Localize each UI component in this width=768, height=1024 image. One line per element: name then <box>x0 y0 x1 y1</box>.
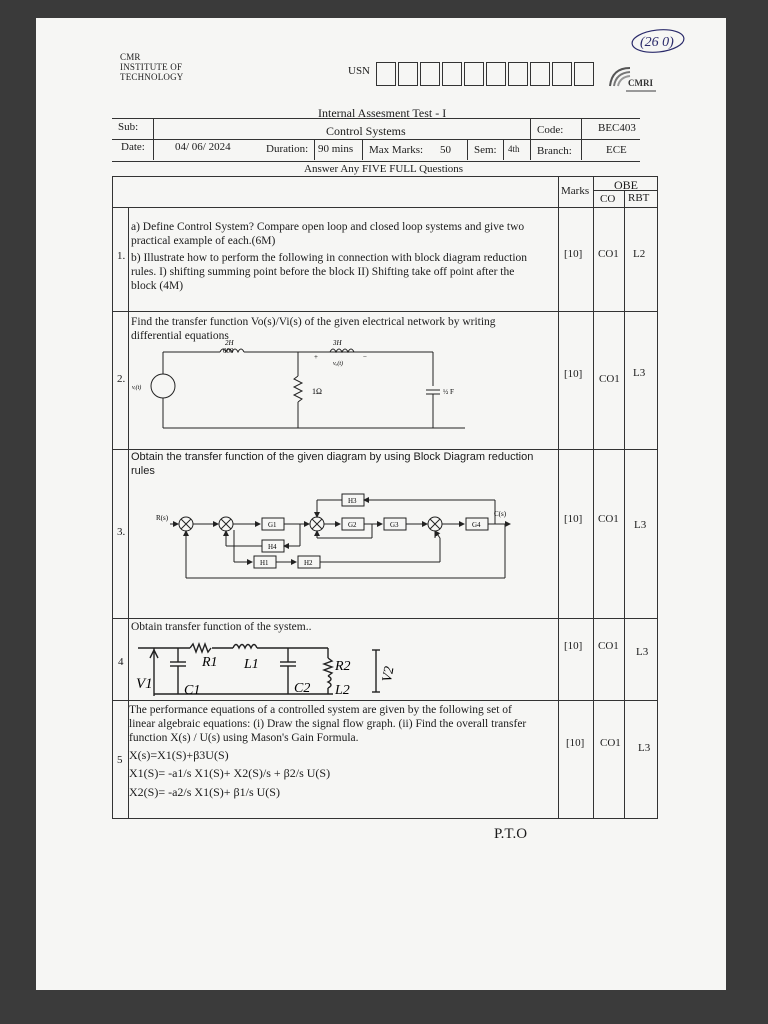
code-label: Code: <box>537 124 564 136</box>
usn-digit-box[interactable] <box>442 62 462 86</box>
sem-label: Sem: <box>474 144 497 156</box>
block-h2: H2 <box>304 559 313 567</box>
question-line: practical example of each.(6M) <box>131 235 276 247</box>
marks-header: Marks <box>561 185 590 197</box>
question-number: 4 <box>118 656 124 668</box>
institute-name <box>120 52 184 82</box>
vo-minus: − <box>363 353 367 361</box>
institute-line: INSTITUTE OF <box>120 62 183 72</box>
co-header: CO <box>600 193 616 205</box>
block-g1: G1 <box>268 521 277 529</box>
question-number: 2. <box>117 373 126 385</box>
block-g4: G4 <box>472 521 481 529</box>
block-h1: H1 <box>260 559 269 567</box>
question-number: 3. <box>117 526 126 538</box>
question-line: linear algebraic equations: (i) Draw the signal flow graph. (ii) Find the overall transfer <box>129 718 527 730</box>
question-3-text <box>131 450 557 478</box>
question-line: rules <box>131 465 155 477</box>
question-rbt: L2 <box>633 248 646 260</box>
l2-label: L2 <box>335 683 350 698</box>
date-label: Date: <box>121 141 145 153</box>
capacitor-label: ½ F <box>443 388 454 396</box>
logo-text: CMRI <box>628 78 653 88</box>
block-h3: H3 <box>348 497 357 505</box>
duration-value: 90 mins <box>318 143 354 155</box>
vi-label: vᵢ(t) <box>132 385 142 391</box>
branch-label: Branch: <box>537 145 572 157</box>
inductor-3h-label: 3H <box>333 339 342 347</box>
v1-label: V1 <box>136 676 153 692</box>
branch-value: ECE <box>606 144 627 156</box>
question-co: CO1 <box>599 373 620 385</box>
question-4-text <box>131 620 557 634</box>
resistor-label: 1Ω <box>312 387 322 396</box>
obe-header: OBE <box>614 178 638 192</box>
usn-digit-box[interactable] <box>486 62 506 86</box>
code-value: BEC403 <box>598 122 636 134</box>
inductor-2h-label: 2H <box>225 339 234 347</box>
question-co: CO1 <box>598 640 619 652</box>
block-diagram <box>150 486 520 586</box>
question-line: differential equations <box>131 330 229 342</box>
block-g2: G2 <box>348 521 357 529</box>
question-line: function X(s) / U(s) using Mason's Gain Formula. <box>129 732 359 744</box>
institute-line: CMR <box>120 52 141 62</box>
question-co: CO1 <box>598 513 619 525</box>
test-title: Internal Assesment Test - I <box>318 106 447 120</box>
vo-plus: + <box>314 353 318 361</box>
input-label: R(s) <box>156 514 169 522</box>
question-line: The performance equations of a controlled system are given by the following set of <box>129 704 512 716</box>
max-marks-value: 50 <box>440 144 451 156</box>
block-h4: H4 <box>268 543 277 551</box>
equation-line: X(s)=X1(S)+β3U(S) <box>129 748 229 762</box>
question-5-text <box>129 703 559 799</box>
question-line: Obtain transfer function of the system.. <box>131 621 312 633</box>
question-number: 1. <box>117 250 126 262</box>
usn-digit-box[interactable] <box>530 62 550 86</box>
question-number: 5 <box>117 754 123 766</box>
duration-label: Duration: <box>266 143 309 155</box>
question-marks: [10] <box>564 248 583 260</box>
usn-digit-box[interactable] <box>552 62 572 86</box>
usn-label: USN <box>348 65 371 77</box>
usn-digit-box[interactable] <box>464 62 484 86</box>
sub-label: Sub: <box>118 121 139 133</box>
usn-digit-box[interactable] <box>574 62 594 86</box>
l1-label: L1 <box>244 657 259 672</box>
page-turn-over: P.T.O <box>494 826 528 842</box>
instructions: Answer Any FIVE FULL Questions <box>304 163 464 175</box>
question-co: CO1 <box>600 737 621 749</box>
r2-label: R2 <box>335 659 351 674</box>
question-co: CO1 <box>598 248 619 260</box>
handwritten-mark <box>630 28 686 54</box>
institute-line: TECHNOLOGY <box>120 72 184 82</box>
equation-line: X2(S)= -a2/s X1(S)+ β1/s U(S) <box>129 785 280 799</box>
max-marks-label: Max Marks: <box>369 144 424 156</box>
question-rbt: L3 <box>636 646 649 658</box>
sem-value: 4th <box>508 144 520 154</box>
date-value: 04/ 06/ 2024 <box>175 141 231 153</box>
background-shadow <box>0 990 768 1024</box>
block-g3: G3 <box>390 521 399 529</box>
rbt-header: RBT <box>628 192 650 204</box>
question-rbt: L3 <box>634 519 647 531</box>
vo-label: vₒ(t) <box>333 361 344 367</box>
question-rbt: L3 <box>633 367 646 379</box>
usn-digit-box[interactable] <box>398 62 418 86</box>
usn-digit-box[interactable] <box>376 62 396 86</box>
question-rbt: L3 <box>638 742 651 754</box>
inductor-glyph: 000 <box>223 347 234 355</box>
r1-label: R1 <box>202 655 218 670</box>
usn-digit-box[interactable] <box>420 62 440 86</box>
c1-label: C1 <box>184 683 201 698</box>
rlc-circuit-diagram <box>130 338 470 438</box>
question-1-text <box>131 220 559 293</box>
question-marks: [10] <box>564 513 583 525</box>
question-line: rules. I) shifting summing point before the block II) Shifting take off point after the <box>131 266 515 278</box>
question-line: block (4M) <box>131 280 184 292</box>
question-line: Obtain the transfer function of the given diagram by using Block Diagram reduction <box>131 451 534 463</box>
handwritten-score: (26 0) <box>640 35 674 50</box>
equation-line: X1(S)= -a1/s X1(S)+ X2(S)/s + β2/s U(S) <box>129 766 331 780</box>
usn-digit-box[interactable] <box>508 62 528 86</box>
question-marks: [10] <box>564 368 583 380</box>
question-line: a) Define Control System? Compare open loop and closed loop systems and give two <box>131 221 525 233</box>
output-label: C(s) <box>494 510 507 518</box>
subject: Control Systems <box>326 124 406 138</box>
c2-label: C2 <box>294 681 311 696</box>
cmr-logo <box>600 60 660 100</box>
handdrawn-rlc-circuit <box>128 636 408 700</box>
v2-label: V2 <box>380 665 398 684</box>
question-marks: [10] <box>566 737 585 749</box>
question-marks: [10] <box>564 640 583 652</box>
question-line: Find the transfer function Vo(s)/Vi(s) of the given electrical network by writing <box>131 316 496 328</box>
question-line: b) Illustrate how to perform the following in connection with block diagram reduction <box>131 252 528 264</box>
